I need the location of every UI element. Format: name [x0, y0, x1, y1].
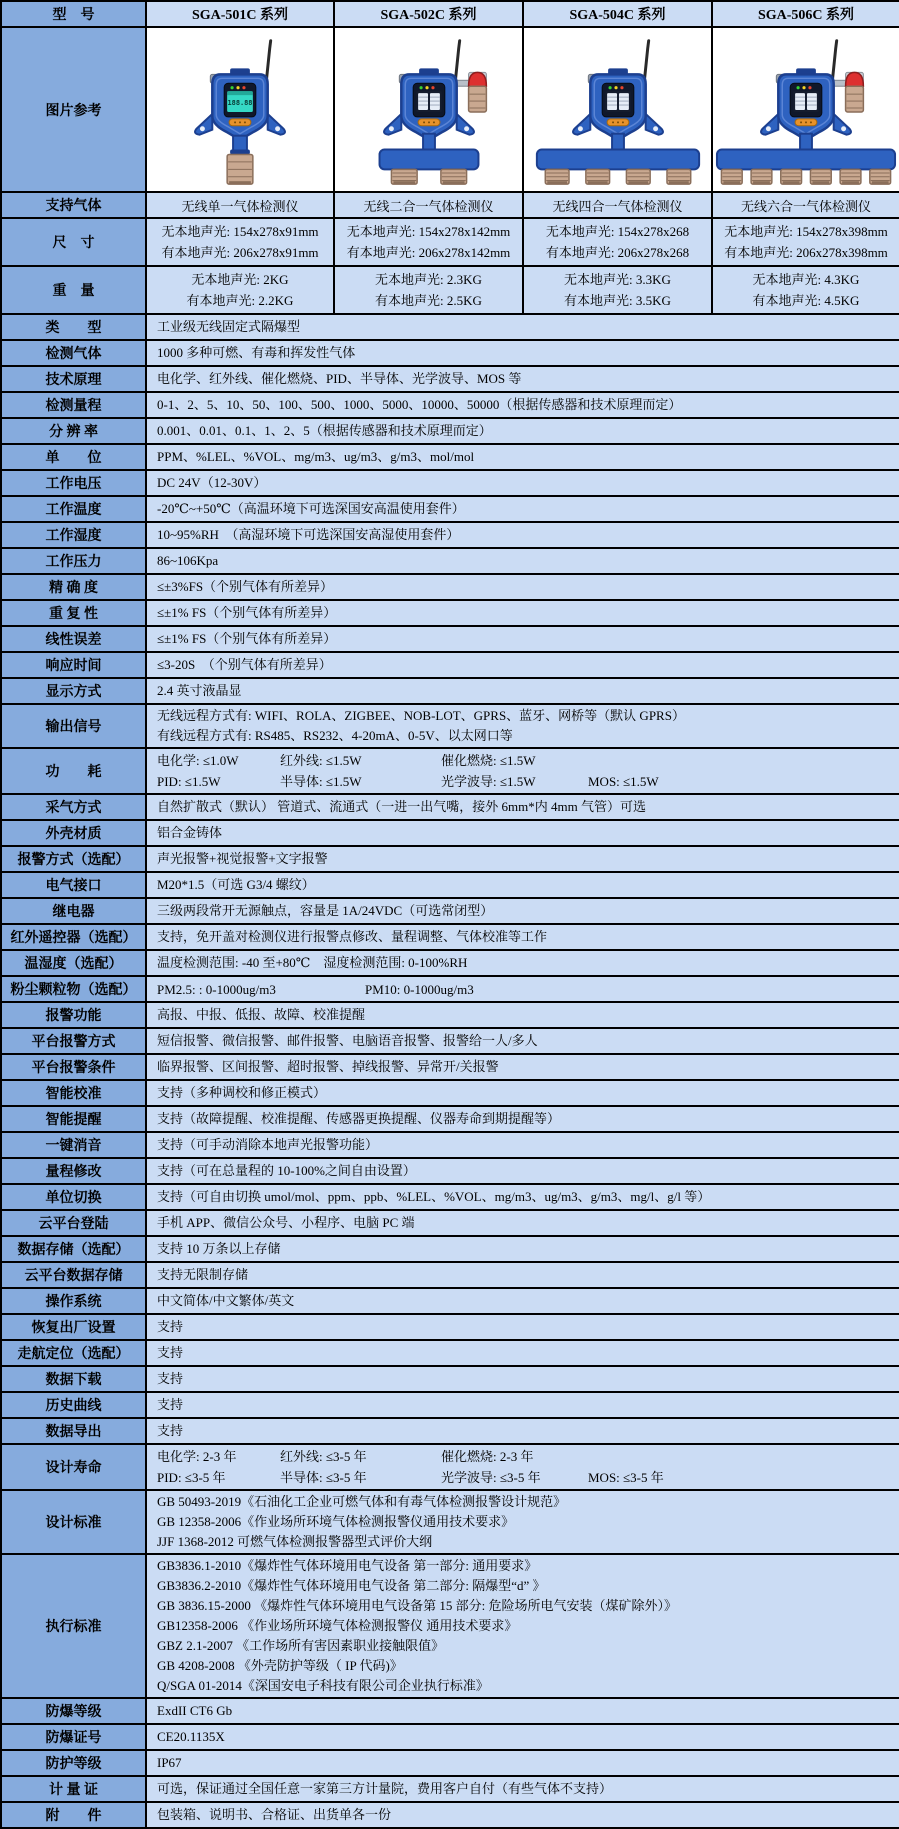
spec-label: 分 辨 率 — [1, 418, 146, 444]
spec-label: 功 耗 — [1, 748, 146, 794]
spec-label: 支持气体 — [1, 192, 146, 218]
spec-value-cell — [146, 626, 899, 652]
spec-value-line: 支持 10 万条以上存储 — [157, 1241, 281, 1256]
spec-label: 操作系统 — [1, 1288, 146, 1314]
spec-value-line: 温度检测范围: -40 至+80℃ 湿度检测范围: 0-100%RH — [157, 955, 468, 970]
spec-value-line: 支持 — [157, 1319, 184, 1334]
device-image-sga-506c — [713, 28, 899, 186]
spec-value-cell — [146, 1314, 899, 1340]
spec-value-segment: PM2.5: : 0-1000ug/m3 — [157, 981, 276, 997]
spec-row — [1, 496, 899, 522]
spec-value-line: 2.4 英寸液晶显 — [157, 683, 242, 698]
spec-value-line: 手机 APP、微信公众号、小程序、电脑 PC 端 — [157, 1215, 415, 1230]
spec-value-cell: 无线六合一气体检测仪 — [712, 192, 899, 218]
spec-value-line: 1000 多种可燃、有毒和挥发性气体 — [157, 345, 356, 360]
spec-value-segment: 电化学: 2-3 年 — [157, 1449, 237, 1464]
spec-row — [1, 266, 899, 314]
spec-value-cell — [334, 218, 523, 266]
spec-label: 电气接口 — [1, 872, 146, 898]
spec-value-cell — [146, 1028, 899, 1054]
spec-label: 检测量程 — [1, 392, 146, 418]
device-image-cell — [712, 27, 899, 192]
spec-value-line: 支持 — [157, 1423, 184, 1438]
spec-value-segment: PM10: 0-1000ug/m3 — [365, 981, 474, 997]
spec-value-line: 电化学、红外线、催化燃烧、PID、半导体、光学波导、MOS 等 — [157, 371, 522, 386]
spec-value-cell — [146, 444, 899, 470]
spec-value-line: 有本地声光: 206x278x398mm — [724, 245, 888, 260]
spec-value-cell — [146, 652, 899, 678]
spec-label: 工作湿度 — [1, 522, 146, 548]
spec-value-cell — [146, 846, 899, 872]
spec-value-line: IP67 — [157, 1755, 182, 1770]
spec-value-line: CE20.1135X — [157, 1729, 225, 1744]
svg-text:188.88: 188.88 — [227, 99, 253, 108]
spec-value-cell — [712, 218, 899, 266]
spec-row — [1, 1444, 899, 1490]
spec-label: 精 确 度 — [1, 574, 146, 600]
spec-value-line: 有本地声光: 206x278x91mm — [161, 245, 319, 260]
spec-value-segment: MOS: ≤1.5W — [588, 774, 659, 789]
spec-label: 粉尘颗粒物（选配） — [1, 976, 146, 1002]
spec-value-cell — [146, 1724, 899, 1750]
spec-label: 数据导出 — [1, 1418, 146, 1444]
spec-value-line: 支持（故障提醒、校准提醒、传感器更换提醒、仪器寿命到期提醒等） — [157, 1111, 561, 1126]
spec-value-cell — [523, 218, 712, 266]
spec-value-line: 有本地声光: 3.5KG — [564, 293, 671, 308]
spec-row — [1, 574, 899, 600]
spec-row — [1, 522, 899, 548]
spec-label: 单 位 — [1, 444, 146, 470]
spec-value-line: ≤3-20S （个别气体有所差异） — [157, 657, 332, 672]
spec-value-line: ExdII CT6 Gb — [157, 1703, 233, 1718]
spec-value-line: Q/SGA 01-2014《深国安电子科技有限公司企业执行标准》 — [157, 1678, 489, 1693]
spec-row — [1, 976, 899, 1002]
spec-label: 设计寿命 — [1, 1444, 146, 1490]
spec-label: 线性误差 — [1, 626, 146, 652]
spec-value-line: 86~106Kpa — [157, 553, 219, 568]
spec-label: 一键消音 — [1, 1132, 146, 1158]
spec-label: 报警功能 — [1, 1002, 146, 1028]
spec-value-cell — [146, 340, 899, 366]
spec-value-line — [157, 1446, 893, 1467]
spec-row — [1, 652, 899, 678]
spec-label: 执行标准 — [1, 1554, 146, 1698]
spec-value-cell — [146, 1132, 899, 1158]
spec-value-segment: 红外线: ≤3-5 年 — [280, 1449, 367, 1464]
spec-row — [1, 418, 899, 444]
spec-value-line: 工业级无线固定式隔爆型 — [157, 319, 301, 334]
spec-row — [1, 600, 899, 626]
spec-value-segment: MOS: ≤3-5 年 — [588, 1470, 664, 1485]
spec-label-model: 型 号 — [1, 1, 146, 27]
spec-value-line: 中文简体/中文繁体/英文 — [157, 1293, 295, 1308]
spec-row — [1, 704, 899, 748]
spec-value-line: GBZ 2.1-2007 《工作场所有害因素职业接触限值》 — [157, 1638, 445, 1653]
spec-value-cell: 无线二合一气体检测仪 — [334, 192, 523, 218]
spec-value-line: 无本地声光: 3.3KG — [564, 272, 671, 287]
spec-row — [1, 1750, 899, 1776]
spec-value-cell — [146, 1210, 899, 1236]
spec-row — [1, 314, 899, 340]
spec-label: 防护等级 — [1, 1750, 146, 1776]
spec-value-cell — [146, 496, 899, 522]
spec-label: 走航定位（选配） — [1, 1340, 146, 1366]
spec-row — [1, 1698, 899, 1724]
spec-value-cell — [146, 924, 899, 950]
spec-value-line: 自然扩散式（默认） 管道式、流通式（一进一出气嘴，接外 6mm*内 4mm 气管）可选 — [157, 799, 646, 814]
spec-value-cell — [146, 1366, 899, 1392]
model-header-cell: SGA-504C 系列 — [523, 1, 712, 27]
spec-value-cell: 无线单一气体检测仪 — [146, 192, 334, 218]
spec-row — [1, 1002, 899, 1028]
spec-row — [1, 470, 899, 496]
spec-label: 设计标准 — [1, 1490, 146, 1554]
spec-row — [1, 1158, 899, 1184]
spec-row — [1, 1106, 899, 1132]
spec-value-line: 有本地声光: 4.5KG — [752, 293, 860, 308]
spec-value-cell — [146, 574, 899, 600]
spec-value-line: 有本地声光: 206x278x268 — [545, 245, 690, 260]
spec-value-line: 支持 — [157, 1345, 184, 1360]
spec-value-cell — [146, 950, 899, 976]
device-image-sga-504c — [525, 28, 711, 186]
spec-value-line: PPM、%LEL、%VOL、mg/m3、ug/m3、g/m3、mol/mol — [157, 449, 475, 464]
device-image-sga-502c — [336, 28, 522, 186]
spec-label: 输出信号 — [1, 704, 146, 748]
spec-value-line: 三级两段常开无源触点，容量是 1A/24VDC（可选常闭型） — [157, 903, 494, 918]
spec-value-segment: 半导体: ≤3-5 年 — [280, 1470, 367, 1485]
spec-value-line: GB12358-2006 《作业场所环境气体检测报警仪 通用技术要求》 — [157, 1618, 518, 1633]
spec-value-cell — [146, 548, 899, 574]
spec-value-cell — [146, 872, 899, 898]
spec-value-line: GB 3836.15-2000 《爆炸性气体环境用电气设备第 15 部分: 危险场所电气安装（煤矿除外）》 — [157, 1598, 678, 1613]
spec-value-line: M20*1.5（可选 G3/4 螺纹） — [157, 877, 315, 892]
spec-row — [1, 898, 899, 924]
spec-value-segment: 红外线: ≤1.5W — [280, 753, 362, 768]
spec-value-segment: PID: ≤1.5W — [157, 774, 221, 789]
spec-value-line: 有本地声光: 206x278x142mm — [346, 245, 511, 260]
spec-label: 防爆等级 — [1, 1698, 146, 1724]
spec-value-cell — [146, 1054, 899, 1080]
spec-label: 工作压力 — [1, 548, 146, 574]
spec-label: 防爆证号 — [1, 1724, 146, 1750]
spec-value-cell — [146, 1236, 899, 1262]
spec-value-line: 支持 — [157, 1397, 184, 1412]
spec-value-cell — [146, 1002, 899, 1028]
spec-label: 智能提醒 — [1, 1106, 146, 1132]
spec-value-line: 支持（可在总量程的 10-100%之间自由设置） — [157, 1163, 416, 1178]
spec-row — [1, 1028, 899, 1054]
spec-value-line: 包装箱、说明书、合格证、出货单各一份 — [157, 1807, 392, 1822]
spec-label: 工作温度 — [1, 496, 146, 522]
spec-row — [1, 626, 899, 652]
spec-value-line — [157, 979, 893, 1000]
spec-value-line: 无线远程方式有: WIFI、ROLA、ZIGBEE、NOB-LOT、GPRS、蓝牙、网桥等（默认 GPRS） — [157, 708, 685, 723]
spec-row — [1, 1392, 899, 1418]
spec-label: 数据下载 — [1, 1366, 146, 1392]
spec-label: 响应时间 — [1, 652, 146, 678]
spec-label: 红外遥控器（选配） — [1, 924, 146, 950]
device-image-cell — [334, 27, 523, 192]
spec-value-segment: 催化燃烧: ≤1.5W — [441, 753, 536, 768]
device-image-cell — [146, 27, 334, 192]
spec-row — [1, 1314, 899, 1340]
spec-value-line: GB3836.1-2010《爆炸性气体环境用电气设备 第一部分: 通用要求》 — [157, 1558, 538, 1573]
spec-value-line: 0-1、2、5、10、50、100、500、1000、5000、10000、50000（根据传感器和技术原理而定） — [157, 397, 682, 412]
spec-value-segment: PID: ≤3-5 年 — [157, 1470, 226, 1485]
spec-value-cell — [146, 1392, 899, 1418]
spec-row — [1, 950, 899, 976]
spec-value-cell — [146, 470, 899, 496]
spec-value-line: 支持（可手动消除本地声光报警功能） — [157, 1137, 379, 1152]
spec-value-cell — [146, 1080, 899, 1106]
spec-value-line: ≤±1% FS（个别气体有所差异） — [157, 631, 337, 646]
model-header-cell: SGA-506C 系列 — [712, 1, 899, 27]
spec-row — [1, 1802, 899, 1828]
spec-row — [1, 1262, 899, 1288]
spec-value-cell — [146, 1262, 899, 1288]
spec-value-line: 0.001、0.01、0.1、1、2、5（根据传感器和技术原理而定） — [157, 423, 492, 438]
spec-label: 平台报警方式 — [1, 1028, 146, 1054]
spec-row — [1, 340, 899, 366]
spec-row — [1, 924, 899, 950]
spec-value-line: 无本地声光: 154x278x91mm — [161, 224, 319, 239]
spec-label: 尺 寸 — [1, 218, 146, 266]
spec-row — [1, 1080, 899, 1106]
spec-row — [1, 366, 899, 392]
spec-row — [1, 1776, 899, 1802]
spec-row — [1, 1288, 899, 1314]
spec-value-cell — [146, 392, 899, 418]
spec-value-line: DC 24V（12-30V） — [157, 475, 267, 490]
spec-label: 数据存储（选配） — [1, 1236, 146, 1262]
spec-value-line: GB3836.2-2010《爆炸性气体环境用电气设备 第二部分: 隔爆型“d” 》 — [157, 1578, 546, 1593]
spec-value-line: -20℃~+50℃（高温环境下可选深国安高温使用套件） — [157, 501, 465, 516]
spec-value-line: ≤±1% FS（个别气体有所差异） — [157, 605, 337, 620]
spec-value-cell — [146, 1554, 899, 1698]
spec-row — [1, 820, 899, 846]
spec-value-line: 无本地声光: 2KG — [191, 272, 289, 287]
spec-value-line: 支持，免开盖对检测仪进行报警点修改、量程调整、气体校准等工作 — [157, 929, 548, 944]
spec-row — [1, 1490, 899, 1554]
spec-value-line: ≤±3%FS（个别气体有所差异） — [157, 579, 334, 594]
spec-value-cell — [146, 1776, 899, 1802]
spec-value-cell — [334, 266, 523, 314]
spec-label: 平台报警条件 — [1, 1054, 146, 1080]
spec-value-cell — [146, 1444, 899, 1490]
spec-row — [1, 678, 899, 704]
spec-value-cell — [146, 1698, 899, 1724]
spec-value-cell — [146, 898, 899, 924]
spec-label: 外壳材质 — [1, 820, 146, 846]
spec-value-cell — [146, 218, 334, 266]
spec-value-cell — [146, 314, 899, 340]
spec-value-cell — [146, 266, 334, 314]
spec-value-cell — [146, 1158, 899, 1184]
spec-value-cell — [523, 266, 712, 314]
spec-value-line: GB 12358-2006《作业场所环境气体检测报警仪通用技术要求》 — [157, 1514, 515, 1529]
spec-value-line: 有本地声光: 2.5KG — [375, 293, 482, 308]
spec-row — [1, 1210, 899, 1236]
spec-value-cell — [146, 820, 899, 846]
spec-label: 工作电压 — [1, 470, 146, 496]
spec-value-cell — [146, 976, 899, 1002]
spec-value-line: 声光报警+视觉报警+文字报警 — [157, 851, 328, 866]
spec-value-line: 临界报警、区间报警、超时报警、掉线报警、异常开/关报警 — [157, 1059, 499, 1074]
spec-label-images: 图片参考 — [1, 27, 146, 192]
spec-label: 检测气体 — [1, 340, 146, 366]
spec-row — [1, 1418, 899, 1444]
spec-table-body — [1, 1, 899, 1828]
spec-row — [1, 1724, 899, 1750]
spec-value-cell — [146, 794, 899, 820]
spec-value-line: 可选，保证通过全国任意一家第三方计量院，费用客户自付（有些气体不支持） — [157, 1781, 613, 1796]
spec-value-line: JJF 1368-2012 可燃气体检测报警器型式评价大纲 — [157, 1534, 433, 1549]
spec-label: 继电器 — [1, 898, 146, 924]
spec-value-cell — [146, 678, 899, 704]
spec-value-line — [157, 750, 893, 771]
spec-value-line: 支持（多种调校和修正模式） — [157, 1085, 327, 1100]
device-image-cell — [523, 27, 712, 192]
spec-row — [1, 1184, 899, 1210]
spec-label: 重 量 — [1, 266, 146, 314]
spec-row — [1, 1366, 899, 1392]
spec-value-segment: 催化燃烧: 2-3 年 — [441, 1449, 534, 1464]
spec-value-line: 无本地声光: 154x278x398mm — [724, 224, 888, 239]
spec-row — [1, 548, 899, 574]
spec-row — [1, 748, 899, 794]
model-header-cell: SGA-501C 系列 — [146, 1, 334, 27]
spec-label: 计 量 证 — [1, 1776, 146, 1802]
spec-value-line — [157, 771, 893, 792]
spec-row — [1, 218, 899, 266]
spec-value-cell — [146, 1750, 899, 1776]
spec-value-line: 支持（可自由切换 umol/mol、ppm、ppb、%LEL、%VOL、mg/m3、ug/m3、g/m3、mg/l、g/l 等） — [157, 1189, 711, 1204]
image-row — [1, 27, 899, 192]
spec-value-line: 无本地声光: 4.3KG — [752, 272, 860, 287]
spec-value-line: 有线远程方式有: RS485、RS232、4-20mA、0-5V、以太网口等 — [157, 728, 513, 743]
spec-value-line: 无本地声光: 154x278x268 — [545, 224, 690, 239]
spec-label: 显示方式 — [1, 678, 146, 704]
spec-label: 采气方式 — [1, 794, 146, 820]
spec-value-segment: 电化学: ≤1.0W — [157, 753, 239, 768]
spec-value-cell — [146, 522, 899, 548]
spec-label: 单位切换 — [1, 1184, 146, 1210]
spec-row — [1, 846, 899, 872]
spec-value-line: 无本地声光: 154x278x142mm — [346, 224, 511, 239]
spec-label: 类 型 — [1, 314, 146, 340]
spec-value-line: 支持 — [157, 1371, 184, 1386]
spec-value-cell — [146, 1340, 899, 1366]
spec-label: 云平台数据存储 — [1, 1262, 146, 1288]
spec-row — [1, 1340, 899, 1366]
spec-value-cell — [146, 1288, 899, 1314]
spec-value-cell — [146, 748, 899, 794]
device-image-sga-501c — [147, 28, 333, 186]
spec-row — [1, 392, 899, 418]
spec-row — [1, 1054, 899, 1080]
spec-label: 技术原理 — [1, 366, 146, 392]
spec-value-segment: 光学波导: ≤1.5W — [441, 774, 536, 789]
spec-value-cell — [146, 704, 899, 748]
spec-label: 云平台登陆 — [1, 1210, 146, 1236]
model-header-cell: SGA-502C 系列 — [334, 1, 523, 27]
model-header-row — [1, 1, 899, 27]
spec-row — [1, 1236, 899, 1262]
spec-row — [1, 192, 899, 218]
spec-row — [1, 794, 899, 820]
spec-label: 恢复出厂设置 — [1, 1314, 146, 1340]
spec-row — [1, 872, 899, 898]
spec-row — [1, 1554, 899, 1698]
spec-value-cell — [146, 1184, 899, 1210]
spec-row — [1, 444, 899, 470]
spec-value-segment: 光学波导: ≤3-5 年 — [441, 1470, 541, 1485]
spec-value-cell — [146, 1418, 899, 1444]
spec-value-line: 10~95%RH （高湿环境下可选深国安高湿使用套件） — [157, 527, 460, 542]
spec-label: 报警方式（选配） — [1, 846, 146, 872]
spec-value-cell — [146, 366, 899, 392]
spec-value-line — [157, 1467, 893, 1488]
spec-value-line: 铝合金铸体 — [157, 825, 223, 840]
spec-value-line: 短信报警、微信报警、邮件报警、电脑语音报警、报警给一人/多人 — [157, 1033, 538, 1048]
spec-value-cell — [146, 1106, 899, 1132]
spec-label: 重 复 性 — [1, 600, 146, 626]
spec-value-cell — [146, 1802, 899, 1828]
spec-label: 温湿度（选配） — [1, 950, 146, 976]
spec-value-line: GB 4208-2008 《外壳防护等级（ IP 代码)》 — [157, 1658, 403, 1673]
spec-label: 智能校准 — [1, 1080, 146, 1106]
spec-value-cell — [146, 600, 899, 626]
spec-value-line: 无本地声光: 2.3KG — [375, 272, 482, 287]
spec-label: 量程修改 — [1, 1158, 146, 1184]
spec-label: 附 件 — [1, 1802, 146, 1828]
spec-value-cell — [146, 418, 899, 444]
spec-value-line: 支持无限制存储 — [157, 1267, 249, 1282]
spec-value-line: 有本地声光: 2.2KG — [186, 293, 294, 308]
spec-label: 历史曲线 — [1, 1392, 146, 1418]
spec-value-cell — [146, 1490, 899, 1554]
spec-value-line: GB 50493-2019《石油化工企业可燃气体和有毒气体检测报警设计规范》 — [157, 1494, 567, 1509]
spec-row — [1, 1132, 899, 1158]
spec-value-line: 高报、中报、低报、故障、校准提醒 — [157, 1007, 366, 1022]
spec-value-segment: 半导体: ≤1.5W — [280, 774, 362, 789]
spec-value-cell — [712, 266, 899, 314]
spec-value-cell: 无线四合一气体检测仪 — [523, 192, 712, 218]
